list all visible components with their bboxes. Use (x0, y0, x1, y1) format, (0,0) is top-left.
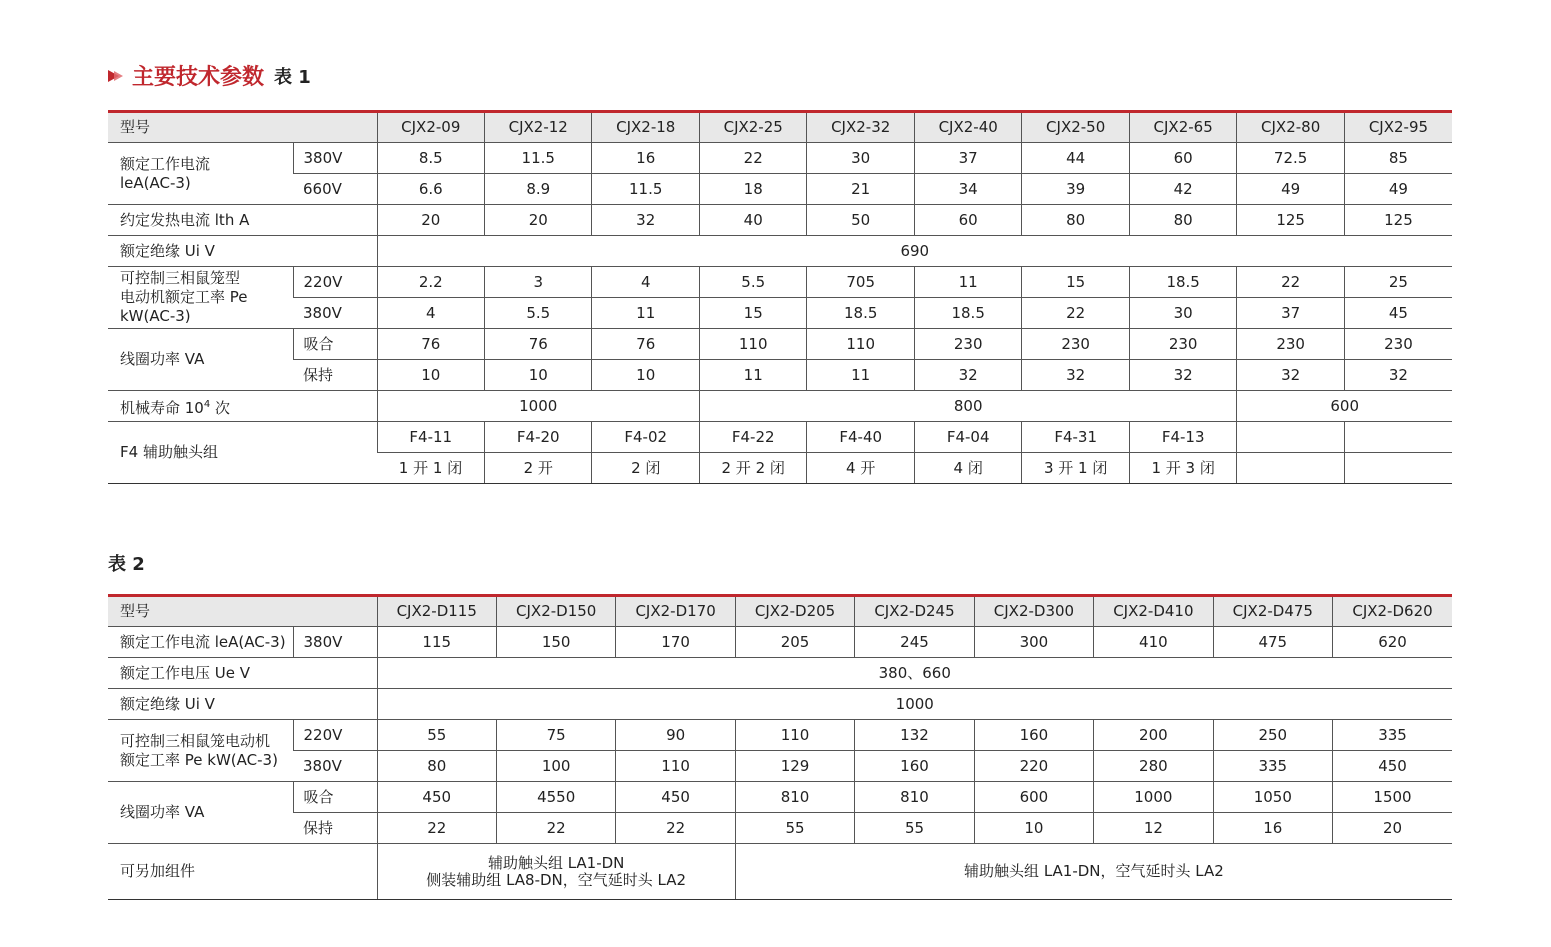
value-cell: 32 (1237, 360, 1344, 391)
value-cell: 620 (1333, 627, 1452, 658)
value-cell: 40 (699, 205, 806, 236)
value-cell: 49 (1237, 174, 1344, 205)
coil-mode-label: 吸合 (293, 782, 377, 813)
value-cell: 32 (1344, 360, 1452, 391)
table-row (108, 596, 1452, 627)
aux-model-cell (1344, 422, 1452, 453)
ith-label: 约定发热电流 lth A (108, 205, 377, 236)
value-cell: 49 (1344, 174, 1452, 205)
value-cell: 32 (592, 205, 699, 236)
value-cell: 85 (1344, 143, 1452, 174)
value-cell: 335 (1333, 720, 1452, 751)
value-cell: 220 (974, 751, 1093, 782)
value-cell: 160 (855, 751, 974, 782)
value-cell: 21 (807, 174, 914, 205)
aux-contact-cell: 1 开 3 闭 (1129, 453, 1236, 484)
value-cell: 110 (807, 329, 914, 360)
aux-model-cell (1237, 422, 1344, 453)
value-cell: 110 (735, 720, 854, 751)
ie-label (108, 143, 293, 205)
table-row (108, 720, 1452, 751)
value-cell: 10 (592, 360, 699, 391)
model-header: CJX2-D300 (974, 596, 1093, 627)
heading-sub: 表 1 (274, 66, 311, 88)
model-header: CJX2-D205 (735, 596, 854, 627)
value-cell: 5.5 (699, 267, 806, 298)
voltage-label: 220V (293, 267, 377, 298)
value-cell: 5.5 (485, 298, 592, 329)
life-value: 600 (1237, 391, 1452, 422)
coil-mode-label: 保持 (293, 813, 377, 844)
value-cell: 15 (1022, 267, 1129, 298)
value-cell: 8.9 (485, 174, 592, 205)
value-cell: 10 (485, 360, 592, 391)
value-cell: 8.5 (377, 143, 484, 174)
value-cell: 125 (1237, 205, 1344, 236)
coil-mode-label: 吸合 (293, 329, 377, 360)
cell-line: 额定工作电流 (120, 154, 211, 173)
value-cell: 30 (1129, 298, 1236, 329)
value-cell: 76 (377, 329, 484, 360)
table-row (108, 112, 1452, 143)
value-cell: 110 (616, 751, 735, 782)
aux-contact-cell: 4 开 (807, 453, 914, 484)
aux-model-cell: F4-31 (1022, 422, 1129, 453)
ui-value: 690 (377, 236, 1452, 267)
value-cell: 22 (616, 813, 735, 844)
model-header: CJX2-09 (377, 112, 484, 143)
value-cell: 110 (699, 329, 806, 360)
value-cell: 600 (974, 782, 1093, 813)
value-cell: 11 (592, 298, 699, 329)
table-row (108, 143, 1452, 174)
life-value: 1000 (377, 391, 699, 422)
value-cell: 22 (1022, 298, 1129, 329)
value-cell: 18.5 (1129, 267, 1236, 298)
table-row (108, 205, 1452, 236)
value-cell: 60 (1129, 143, 1236, 174)
section-heading (108, 60, 311, 91)
value-cell: 15 (699, 298, 806, 329)
ue-value: 380、660 (377, 658, 1452, 689)
coil-label: 线圈功率 VA (108, 782, 293, 844)
value-cell: 42 (1129, 174, 1236, 205)
table-row (108, 360, 1452, 391)
pe-label (108, 267, 293, 329)
model-label: 型号 (108, 596, 377, 627)
aux-model-cell: F4-13 (1129, 422, 1236, 453)
value-cell: 32 (914, 360, 1021, 391)
model-header: CJX2-65 (1129, 112, 1236, 143)
aux-contact-cell: 2 闭 (592, 453, 699, 484)
value-cell: 160 (974, 720, 1093, 751)
table-row (108, 329, 1452, 360)
value-cell: 37 (1237, 298, 1344, 329)
value-cell: 2.2 (377, 267, 484, 298)
aux-contact-cell: 2 开 2 闭 (699, 453, 806, 484)
voltage-label: 220V (293, 720, 377, 751)
value-cell: 11.5 (485, 143, 592, 174)
value-cell: 11 (914, 267, 1021, 298)
model-header: CJX2-D115 (377, 596, 496, 627)
model-header: CJX2-25 (699, 112, 806, 143)
table-row (108, 298, 1452, 329)
value-cell: 4 (377, 298, 484, 329)
aux-contact-cell: 1 开 1 闭 (377, 453, 484, 484)
ue-label: 额定工作电压 Ue V (108, 658, 377, 689)
value-cell: 22 (377, 813, 496, 844)
addon-label: 可另加组件 (108, 844, 377, 900)
table-row (108, 751, 1452, 782)
voltage-label: 380V (293, 627, 377, 658)
model-header: CJX2-50 (1022, 112, 1129, 143)
value-cell: 335 (1213, 751, 1332, 782)
table-row (108, 236, 1452, 267)
value-cell: 230 (1237, 329, 1344, 360)
value-cell: 45 (1344, 298, 1452, 329)
play-arrow-icon (108, 68, 126, 84)
value-cell: 18 (699, 174, 806, 205)
model-header: CJX2-18 (592, 112, 699, 143)
value-cell: 20 (485, 205, 592, 236)
life-label (108, 391, 377, 422)
model-header: CJX2-D245 (855, 596, 974, 627)
table-row (108, 844, 1452, 900)
value-cell: 30 (807, 143, 914, 174)
value-cell: 170 (616, 627, 735, 658)
value-cell: 22 (1237, 267, 1344, 298)
value-cell: 80 (377, 751, 496, 782)
value-cell: 76 (485, 329, 592, 360)
value-cell: 1500 (1333, 782, 1452, 813)
aux-contact-cell (1237, 453, 1344, 484)
aux-model-cell: F4-20 (485, 422, 592, 453)
cell-line: 电动机额定工率 Pe (120, 288, 248, 306)
heading-main: 主要技术参数 (132, 65, 265, 90)
voltage-label: 660V (293, 174, 377, 205)
table-row (108, 174, 1452, 205)
cell-line: kW(AC-3) (120, 307, 191, 325)
aux-contact-cell: 2 开 (485, 453, 592, 484)
value-cell: 22 (496, 813, 615, 844)
aux-model-cell: F4-04 (914, 422, 1021, 453)
value-cell: 200 (1094, 720, 1213, 751)
value-cell: 11 (807, 360, 914, 391)
value-cell: 10 (377, 360, 484, 391)
value-cell: 129 (735, 751, 854, 782)
value-cell: 20 (377, 205, 484, 236)
aux-contact-cell: 4 闭 (914, 453, 1021, 484)
value-cell: 132 (855, 720, 974, 751)
value-cell: 410 (1094, 627, 1213, 658)
value-cell: 4550 (496, 782, 615, 813)
value-cell: 44 (1022, 143, 1129, 174)
value-cell: 475 (1213, 627, 1332, 658)
addon-left (377, 844, 735, 900)
value-cell: 39 (1022, 174, 1129, 205)
model-header: CJX2-95 (1344, 112, 1452, 143)
value-cell: 1000 (1094, 782, 1213, 813)
value-cell: 230 (914, 329, 1021, 360)
value-cell: 810 (735, 782, 854, 813)
value-cell: 4 (592, 267, 699, 298)
value-cell: 76 (592, 329, 699, 360)
value-cell: 22 (699, 143, 806, 174)
aux-contact-cell: 3 开 1 闭 (1022, 453, 1129, 484)
value-cell: 90 (616, 720, 735, 751)
model-header: CJX2-40 (914, 112, 1021, 143)
life-exponent: 4 (203, 398, 211, 410)
cell-line: 侧装辅助组 LA8-DN，空气延时头 LA2 (426, 870, 687, 889)
table-row (108, 627, 1452, 658)
value-cell: 18.5 (914, 298, 1021, 329)
value-cell: 80 (1022, 205, 1129, 236)
value-cell: 450 (1333, 751, 1452, 782)
value-cell: 16 (592, 143, 699, 174)
aux-model-cell: F4-02 (592, 422, 699, 453)
value-cell: 18.5 (807, 298, 914, 329)
value-cell: 230 (1022, 329, 1129, 360)
table-row (108, 422, 1452, 453)
value-cell: 450 (616, 782, 735, 813)
value-cell: 6.6 (377, 174, 484, 205)
value-cell: 20 (1333, 813, 1452, 844)
value-cell: 25 (1344, 267, 1452, 298)
value-cell: 125 (1344, 205, 1452, 236)
value-cell: 3 (485, 267, 592, 298)
voltage-label: 380V (293, 751, 377, 782)
value-cell: 100 (496, 751, 615, 782)
value-cell: 80 (1129, 205, 1236, 236)
cell-line: 辅助触头组 LA1-DN (487, 853, 625, 872)
coil-mode-label: 保持 (293, 360, 377, 391)
table-2-title: 表 2 (108, 554, 145, 575)
table-row (108, 391, 1452, 422)
life-value: 800 (699, 391, 1236, 422)
ui-label: 额定绝缘 Ui V (108, 236, 377, 267)
value-cell: 55 (377, 720, 496, 751)
value-cell: 34 (914, 174, 1021, 205)
table-row (108, 782, 1452, 813)
life-unit: 次 (210, 398, 231, 417)
value-cell: 280 (1094, 751, 1213, 782)
value-cell: 60 (914, 205, 1021, 236)
table-row (108, 813, 1452, 844)
aux-contact-cell (1344, 453, 1452, 484)
value-cell: 12 (1094, 813, 1213, 844)
value-cell: 705 (807, 267, 914, 298)
value-cell: 11 (699, 360, 806, 391)
value-cell: 55 (855, 813, 974, 844)
value-cell: 32 (1129, 360, 1236, 391)
model-header: CJX2-D620 (1333, 596, 1452, 627)
value-cell: 115 (377, 627, 496, 658)
value-cell: 75 (496, 720, 615, 751)
value-cell: 11.5 (592, 174, 699, 205)
model-header: CJX2-80 (1237, 112, 1344, 143)
cell-line: leA(AC-3) (120, 173, 191, 192)
model-header: CJX2-D475 (1213, 596, 1332, 627)
value-cell: 810 (855, 782, 974, 813)
table-row (108, 267, 1452, 298)
ie-label: 额定工作电流 leA(AC-3) (108, 627, 293, 658)
cell-line: 额定工率 Pe kW(AC-3) (120, 750, 278, 769)
voltage-label: 380V (293, 143, 377, 174)
model-header: CJX2-12 (485, 112, 592, 143)
value-cell: 450 (377, 782, 496, 813)
coil-label: 线圈功率 VA (108, 329, 293, 391)
cell-line: 可控制三相鼠笼电动机 (120, 731, 271, 750)
spec-table-2 (108, 594, 1452, 900)
voltage-label: 380V (293, 298, 377, 329)
aux-model-cell: F4-22 (699, 422, 806, 453)
aux-model-cell: F4-11 (377, 422, 484, 453)
value-cell: 205 (735, 627, 854, 658)
value-cell: 50 (807, 205, 914, 236)
spec-table-1 (108, 110, 1452, 484)
model-header: CJX2-32 (807, 112, 914, 143)
table-row (108, 658, 1452, 689)
value-cell: 230 (1129, 329, 1236, 360)
value-cell: 55 (735, 813, 854, 844)
value-cell: 16 (1213, 813, 1332, 844)
ui-label: 额定绝缘 Ui V (108, 689, 377, 720)
value-cell: 230 (1344, 329, 1452, 360)
life-label-text: 机械寿命 10 (120, 398, 204, 417)
value-cell: 250 (1213, 720, 1332, 751)
addon-right: 辅助触头组 LA1-DN，空气延时头 LA2 (735, 844, 1452, 900)
pe-label (108, 720, 293, 782)
table-row (108, 689, 1452, 720)
model-label: 型号 (108, 112, 377, 143)
model-header: CJX2-D150 (496, 596, 615, 627)
value-cell: 72.5 (1237, 143, 1344, 174)
ui-value: 1000 (377, 689, 1452, 720)
value-cell: 1050 (1213, 782, 1332, 813)
value-cell: 37 (914, 143, 1021, 174)
model-header: CJX2-D170 (616, 596, 735, 627)
value-cell: 245 (855, 627, 974, 658)
cell-line: 可控制三相鼠笼型 (120, 269, 241, 287)
value-cell: 150 (496, 627, 615, 658)
value-cell: 10 (974, 813, 1093, 844)
value-cell: 32 (1022, 360, 1129, 391)
aux-model-cell: F4-40 (807, 422, 914, 453)
model-header: CJX2-D410 (1094, 596, 1213, 627)
aux-label: F4 辅助触头组 (108, 422, 377, 484)
value-cell: 300 (974, 627, 1093, 658)
